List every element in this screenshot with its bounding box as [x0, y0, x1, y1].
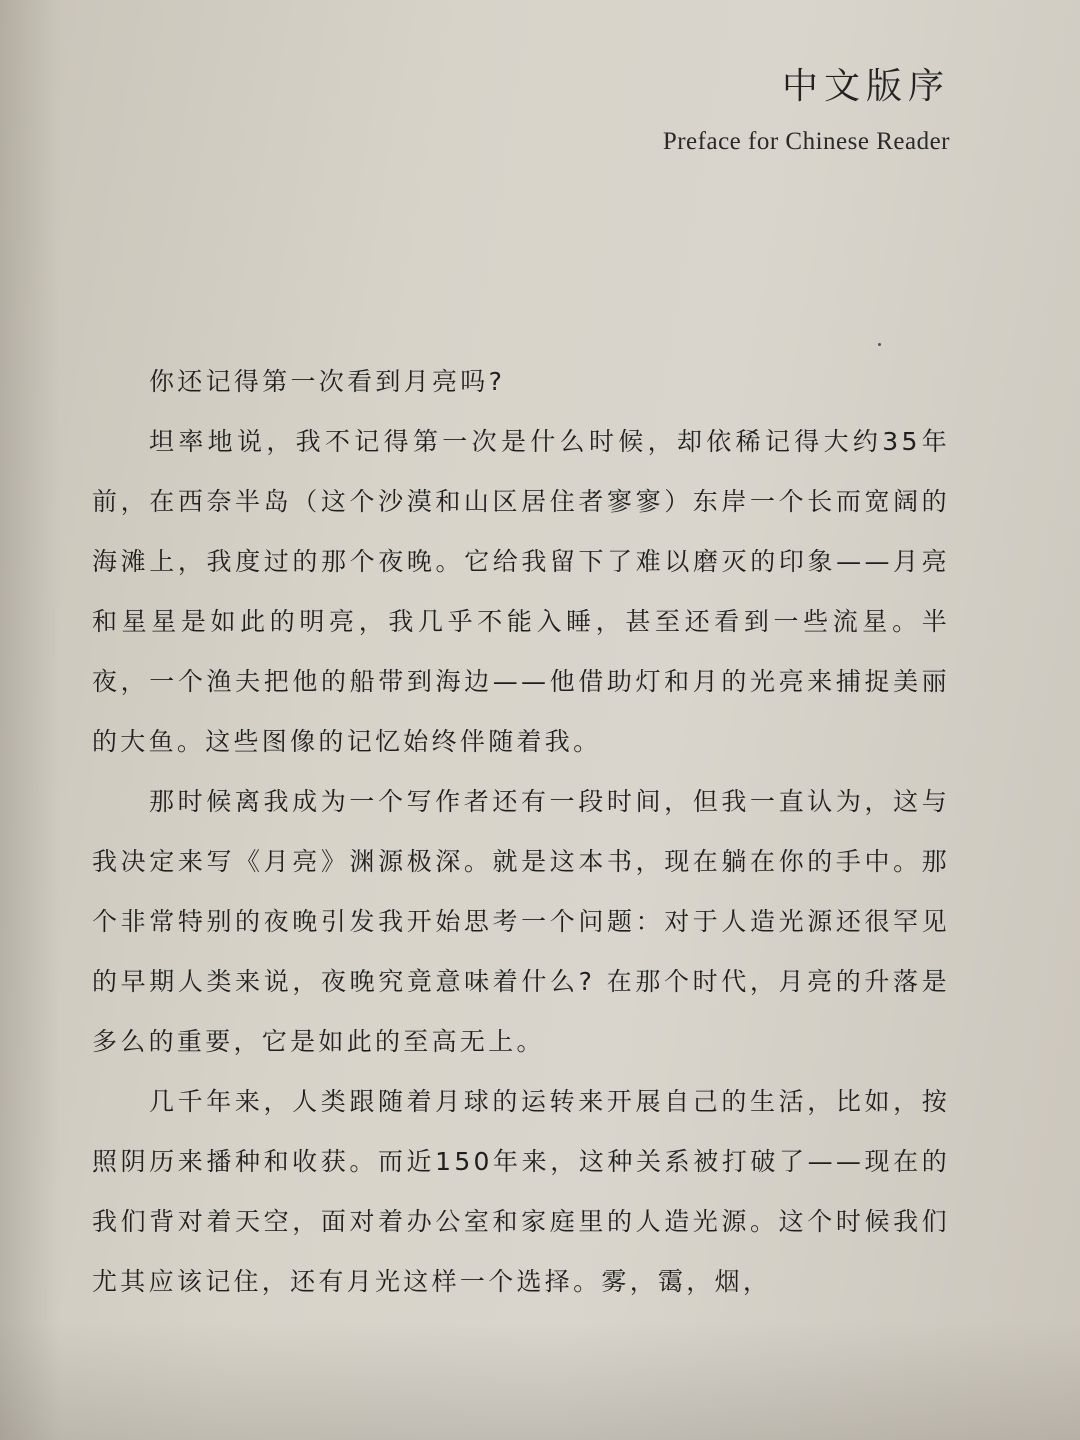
page-bottom-shadow — [0, 1320, 1080, 1440]
paragraph-2: 坦率地说，我不记得第一次是什么时候，却依稀记得大约35年前，在西奈半岛（这个沙漠和山区居住者寥寥）东岸一个长而宽阔的海滩上，我度过的那个夜晚。它给我留下了难以磨灭的印象——月亮和星星是如此的明亮，我几乎不能入睡，甚至还看到一些流星。半夜，一个渔夫把他的船带到海边——他借助灯和月的光亮来捕捉美丽的大鱼。这些图像的记忆始终伴随着我。 — [92, 427, 950, 756]
paragraph-4: 几千年来，人类跟随着月球的运转来开展自己的生活，比如，按照阴历来播种和收获。而近150年来，这种关系被打破了——现在的我们背对着天空，面对着办公室和家庭里的人造光源。这个时候我们尤其应该记住，还有月光这样一个选择。雾，霭，烟， — [92, 1087, 950, 1296]
page-gutter-shadow — [0, 0, 60, 1440]
paragraph-3: 那时候离我成为一个写作者还有一段时间，但我一直认为，这与我决定来写《月亮》渊源极深。就是这本书，现在躺在你的手中。那个非常特别的夜晚引发我开始思考一个问题：对于人造光源还很罕见的早期人类来说，夜晚究竟意味着什么? 在那个时代，月亮的升落是多么的重要，它是如此的至高无上。 — [92, 787, 950, 1056]
page-title: 中文版序 — [781, 66, 950, 107]
paper-speck — [878, 343, 881, 346]
page-subtitle: Preface for Chinese Reader — [662, 128, 950, 155]
preface-body — [92, 352, 950, 1312]
paragraph-1: 你还记得第一次看到月亮吗? — [149, 367, 506, 396]
